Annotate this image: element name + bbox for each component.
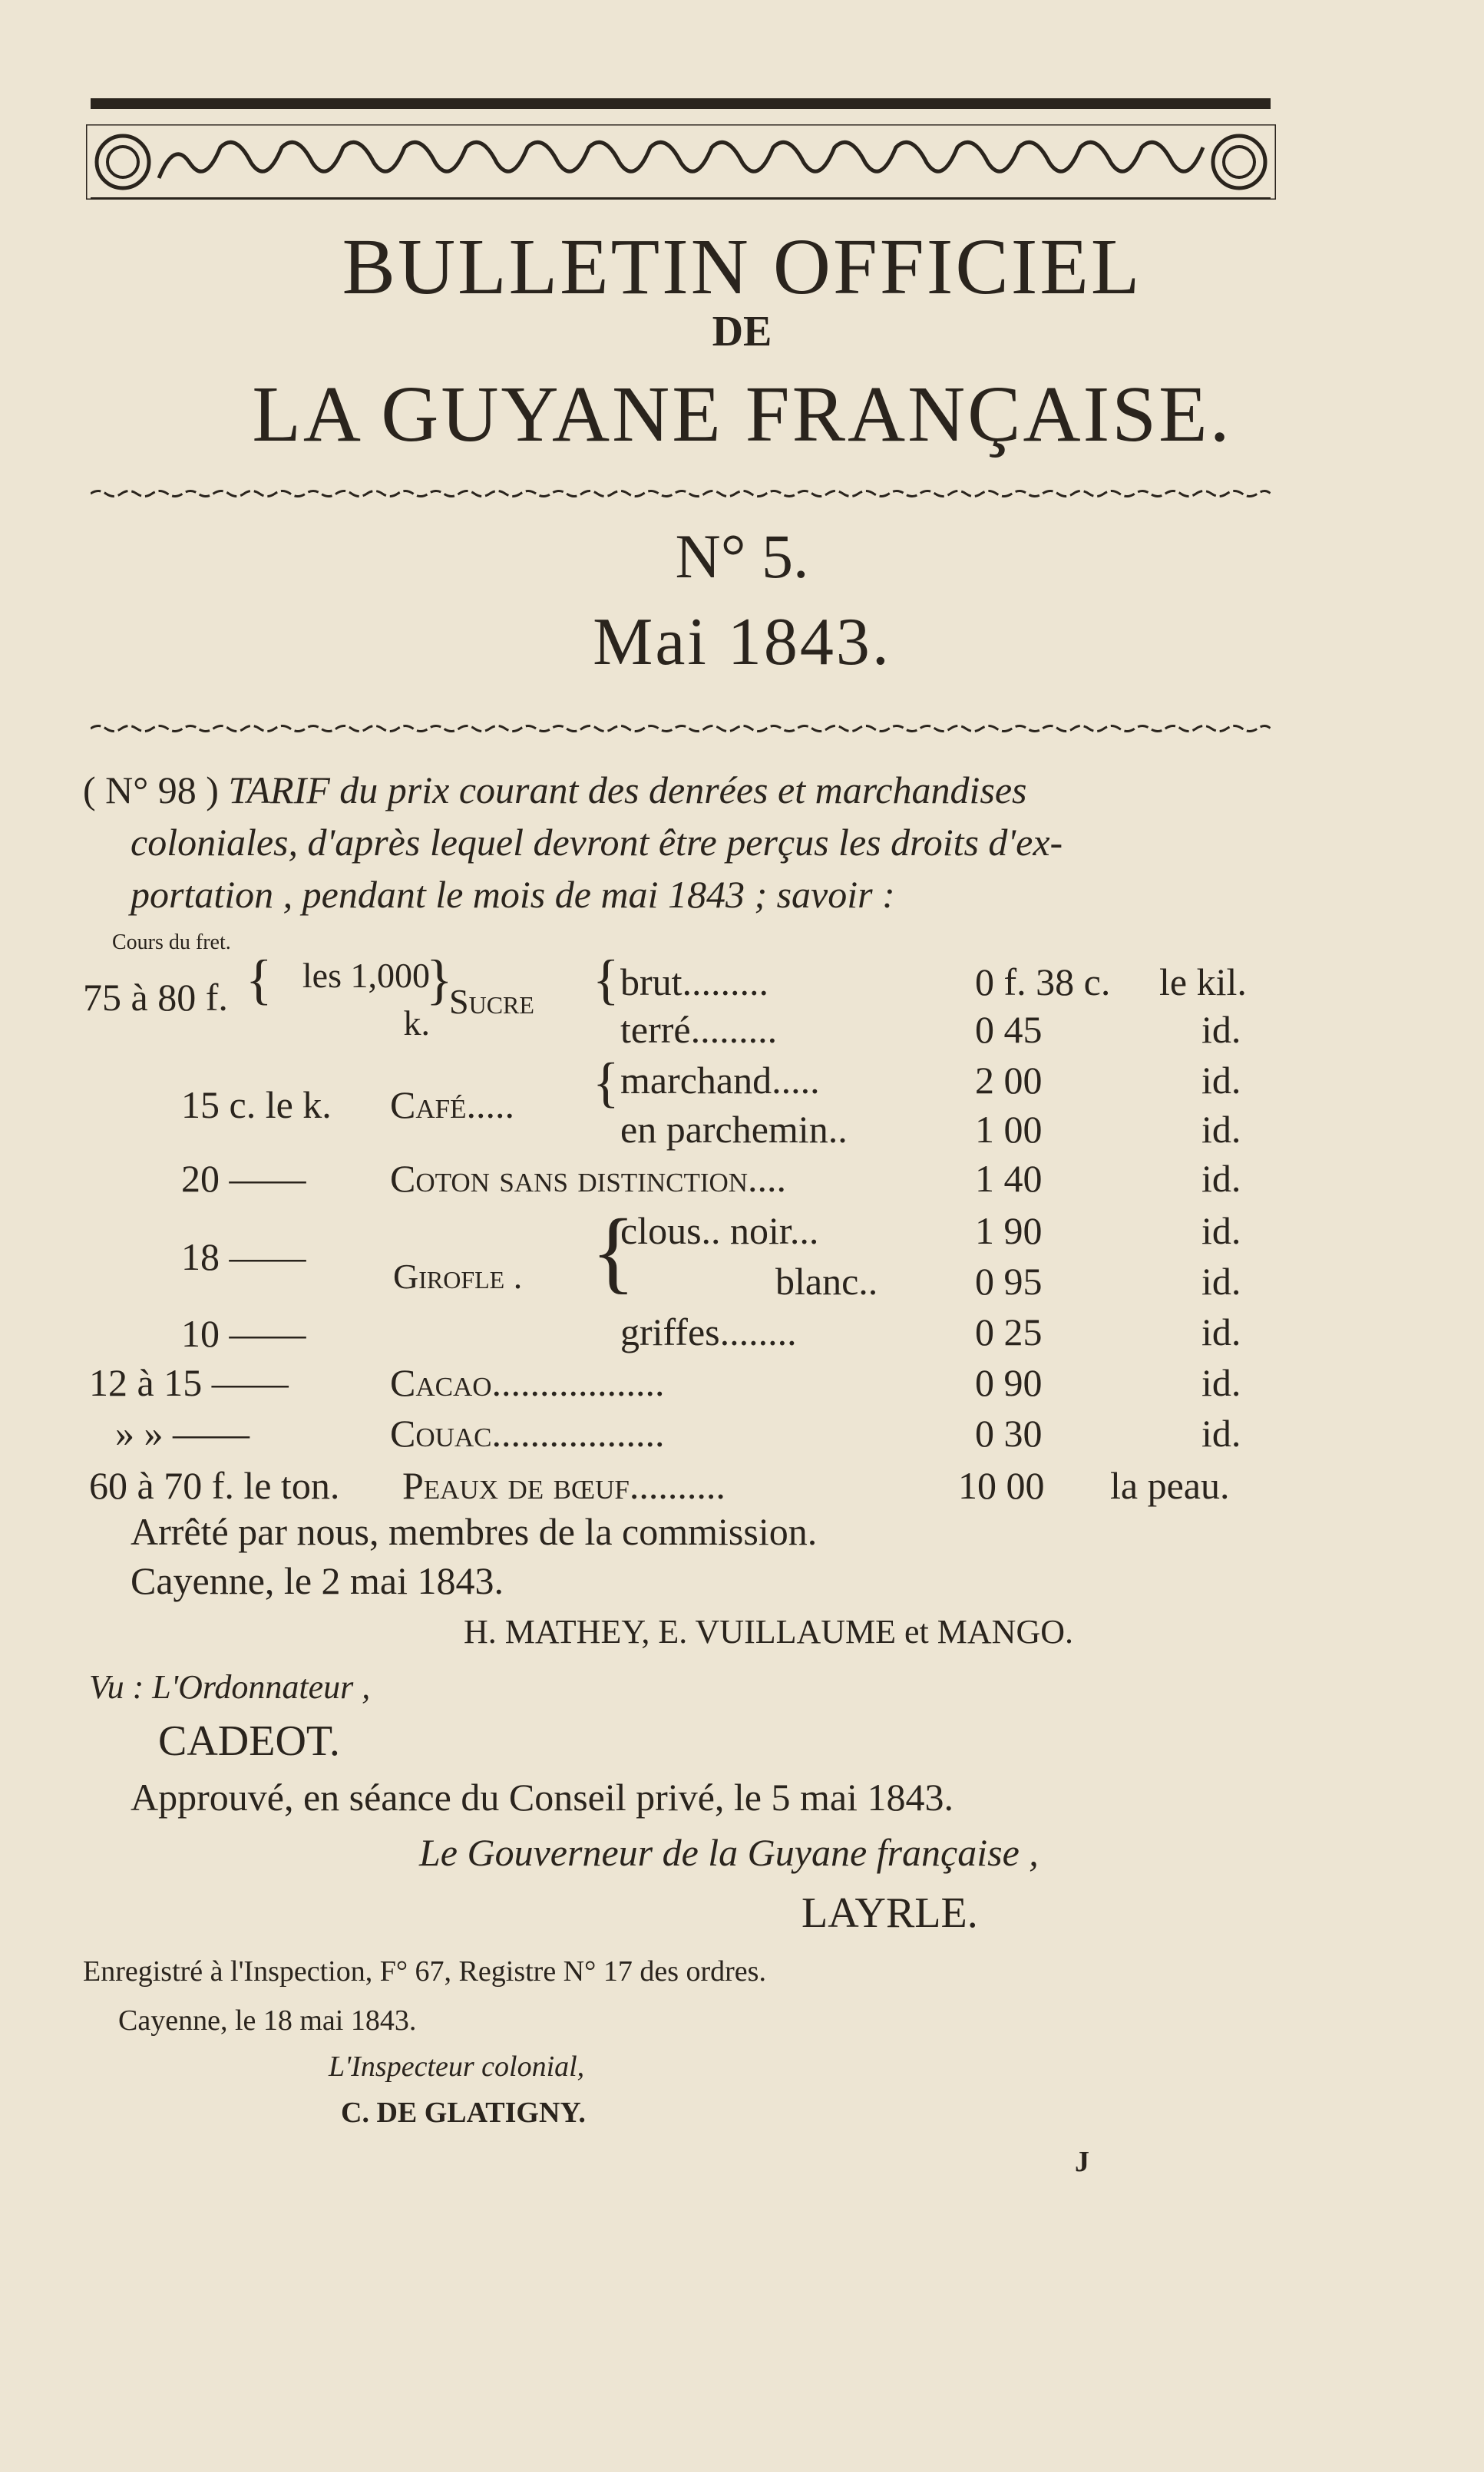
article-ref: ( N° 98 ): [83, 768, 219, 811]
freight-cacao: 12 à 15 ——: [89, 1361, 289, 1404]
gouverneur-signature: LAYRLE.: [801, 1889, 978, 1937]
signature-mark: J: [1075, 2146, 1089, 2178]
unit-peaux: la peau.: [1110, 1464, 1230, 1507]
freight-sucre: 75 à 80 f.: [83, 976, 228, 1019]
brace-girofle-detail: {: [591, 1200, 636, 1302]
bulletin-title-de: DE: [712, 308, 772, 355]
detail-girofle-griffes: griffes........: [620, 1310, 797, 1353]
freight-griffes: 10 ——: [181, 1312, 306, 1355]
bulletin-date: Mai 1843.: [593, 605, 891, 679]
freight-peaux: 60 à 70 f. le ton.: [89, 1464, 340, 1507]
freight-girofle: 18 ——: [181, 1235, 306, 1278]
bulletin-title: BULLETIN OFFICIEL: [342, 223, 1142, 311]
unit-girofle-blanc: id.: [1201, 1260, 1241, 1303]
wavy-divider-top: [91, 488, 1271, 499]
detail-cafe-marchand: marchand.....: [620, 1059, 820, 1102]
bulletin-title-guyane: LA GUYANE FRANÇAISE.: [252, 370, 1232, 458]
header-thin-rule: [91, 197, 1271, 200]
product-couac: Couac..................: [390, 1412, 665, 1455]
brace-sucre-per: {: [246, 949, 273, 1010]
inspecteur-title: L'Inspecteur colonial,: [329, 2051, 585, 2083]
freight-cafe: 15 c. le k.: [181, 1083, 332, 1126]
bulletin-number: N° 5.: [675, 521, 809, 591]
ordonnateur-signature: CADEOT.: [158, 1717, 340, 1765]
unit-girofle-griffes: id.: [1201, 1310, 1241, 1353]
brace-sucre-detail: {: [593, 949, 620, 1010]
product-cafe: Café.....: [390, 1083, 514, 1126]
unit-sucre-terre: id.: [1201, 1008, 1241, 1051]
unit-girofle-noir: id.: [1201, 1209, 1241, 1252]
cayenne-date-2: Cayenne, le 18 mai 1843.: [118, 2004, 417, 2037]
price-cafe-parchemin: 1 00: [975, 1108, 1043, 1151]
detail-girofle-blanc: blanc..: [775, 1260, 878, 1303]
detail-girofle-clous-noir: clous.. noir...: [620, 1209, 819, 1252]
price-sucre-terre: 0 45: [975, 1008, 1043, 1051]
wavy-divider-bottom: [91, 723, 1271, 734]
article-intro-line3: portation , pendant le mois de mai 1843 ; savoir :: [131, 873, 895, 916]
approuve-text: Approuvé, en séance du Conseil privé, le 5 mai 1843.: [131, 1776, 954, 1819]
article-title: TARIF du prix courant des denrées et marchandises: [228, 768, 1027, 811]
gouverneur-title: Le Gouverneur de la Guyane française ,: [419, 1831, 1039, 1874]
article-intro-line2: coloniales, d'après lequel devront être perçus les droits d'ex-: [131, 821, 1063, 864]
per-sucre: les 1,000 k.: [302, 956, 430, 1043]
brace-cafe-detail: {: [593, 1052, 620, 1113]
price-sucre-brut: 0 f. 38 c.: [975, 960, 1111, 1003]
price-peaux: 10 00: [958, 1464, 1045, 1507]
freight-coton: 20 ——: [181, 1157, 306, 1200]
product-girofle: Girofle .: [393, 1257, 523, 1296]
price-girofle-blanc: 0 95: [975, 1260, 1043, 1303]
product-cacao: Cacao..................: [390, 1361, 665, 1404]
unit-couac: id.: [1201, 1412, 1241, 1455]
detail-sucre-brut: brut.........: [620, 960, 769, 1003]
vu-ordonnateur: Vu : L'Ordonnateur ,: [89, 1668, 371, 1706]
price-couac: 0 30: [975, 1412, 1043, 1455]
price-cacao: 0 90: [975, 1361, 1043, 1404]
freight-header: Cours du fret.: [112, 930, 231, 954]
price-girofle-griffes: 0 25: [975, 1310, 1043, 1353]
product-sucre: Sucre: [449, 982, 534, 1021]
inspecteur-signature: C. DE GLATIGNY.: [341, 2097, 586, 2129]
enregistre-text: Enregistré à l'Inspection, F° 67, Registre N° 17 des ordres.: [83, 1955, 766, 1988]
price-cafe-marchand: 2 00: [975, 1059, 1043, 1102]
unit-cafe-marchand: id.: [1201, 1059, 1241, 1102]
commission-signers: H. MATHEY, E. VUILLAUME et MANGO.: [464, 1613, 1073, 1651]
unit-cafe-parchemin: id.: [1201, 1108, 1241, 1151]
unit-coton: id.: [1201, 1157, 1241, 1200]
price-coton: 1 40: [975, 1157, 1043, 1200]
freight-couac: » » ——: [115, 1412, 250, 1455]
article-intro-line1: [83, 768, 1027, 812]
header-thick-rule: [91, 98, 1271, 109]
unit-cacao: id.: [1201, 1361, 1241, 1404]
ornamental-border: [86, 124, 1276, 200]
detail-sucre-terre: terré.........: [620, 1008, 778, 1051]
product-coton: Coton sans distinction....: [390, 1157, 787, 1200]
cayenne-date: Cayenne, le 2 mai 1843.: [131, 1559, 504, 1602]
price-girofle-noir: 1 90: [975, 1209, 1043, 1252]
unit-sucre-brut: le kil.: [1159, 960, 1247, 1003]
arrete-text: Arrêté par nous, membres de la commission.: [131, 1510, 818, 1553]
brace-sucre-product: }: [426, 949, 453, 1010]
product-peaux: Peaux de bœuf..........: [402, 1464, 725, 1507]
detail-cafe-parchemin: en parchemin..: [620, 1108, 848, 1151]
